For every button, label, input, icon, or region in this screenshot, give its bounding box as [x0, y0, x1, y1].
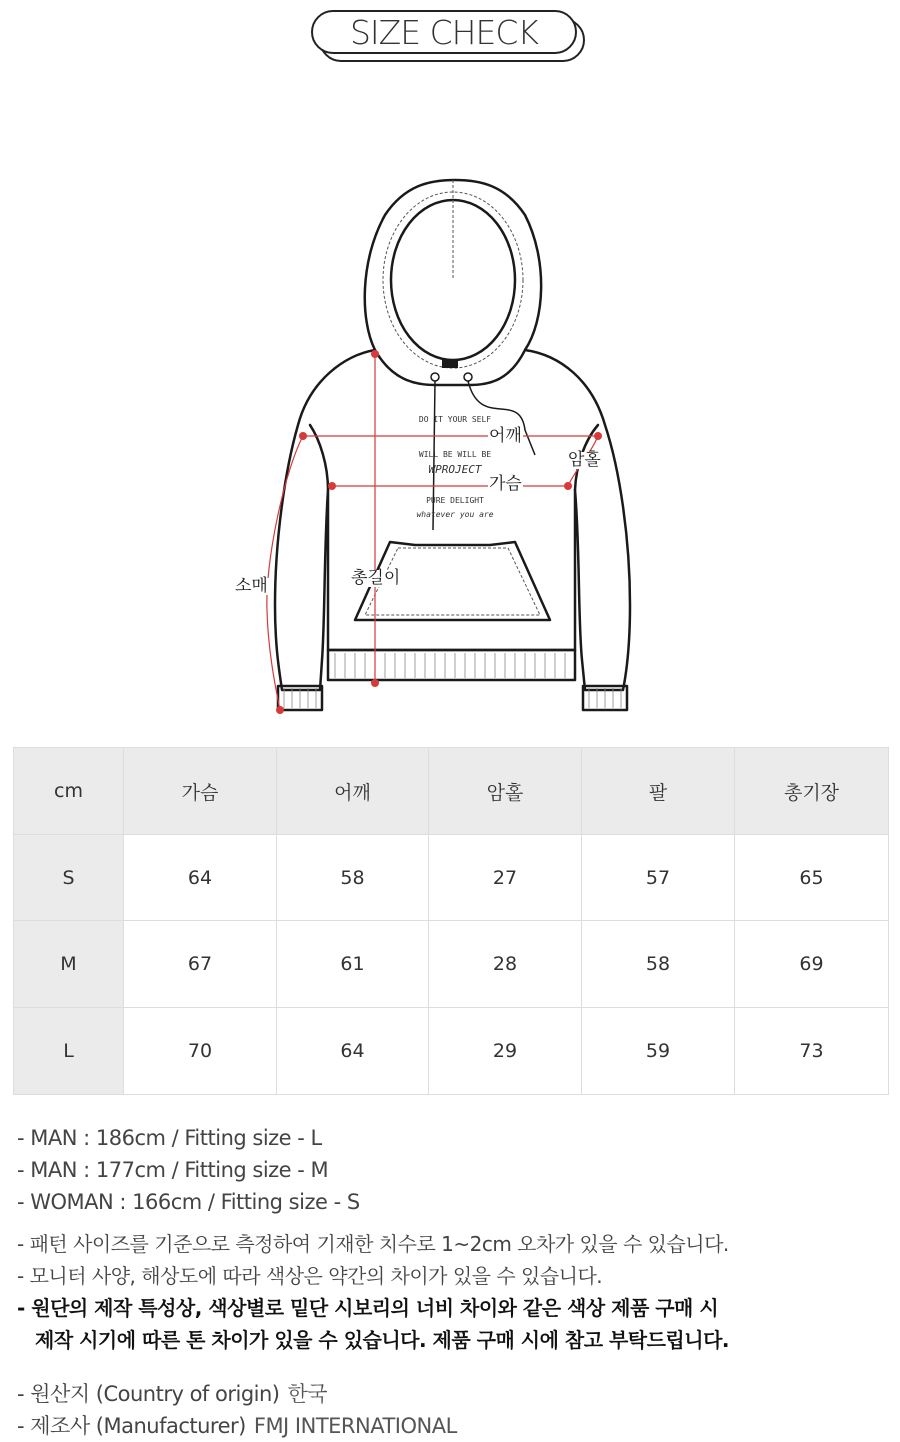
value-cell: 70 [124, 1008, 277, 1095]
notes-section [17, 1122, 877, 1442]
value-cell: 64 [124, 835, 277, 921]
origin-label: - 원산지 (Country of origin) [17, 1382, 280, 1406]
shoulder-label: 어깨 [489, 426, 522, 446]
notice-line: - 패턴 사이즈를 기준으로 측정하여 기재한 치수로 1~2cm 오차가 있을 수 있습니다. [17, 1232, 729, 1256]
manufacturer-label: - 제조사 (Manufacturer) [17, 1414, 246, 1438]
hoodie-illustration [220, 170, 660, 720]
neck-label [442, 360, 458, 368]
table-row [14, 1008, 889, 1095]
size-cell: S [14, 835, 124, 921]
table-header-row [14, 748, 889, 835]
value-cell: 65 [735, 835, 889, 921]
value-cell: 57 [582, 835, 735, 921]
origin-value: 한국 [287, 1382, 328, 1406]
hood-opening [391, 200, 515, 360]
print-line-4: PURE DELIGHT [426, 496, 484, 505]
header-arm: 팔 [582, 748, 735, 835]
size-table [13, 747, 889, 1095]
size-check-title [311, 10, 587, 64]
print-line-1: DO IT YOUR SELF [418, 415, 492, 424]
chest-label: 가슴 [489, 474, 522, 494]
sleeve-measure-line [267, 436, 303, 710]
bold-notice-line: - 원단의 제작 특성상, 색상별로 밑단 시보리의 너비 차이와 같은 색상 제품 구매 시 [17, 1296, 719, 1320]
page-title: SIZE CHECK [311, 10, 577, 54]
unit-header: cm [14, 748, 124, 835]
size-cell: M [14, 921, 124, 1008]
value-cell: 59 [582, 1008, 735, 1095]
value-cell: 27 [429, 835, 582, 921]
header-chest: 가슴 [124, 748, 277, 835]
manufacturer-line [17, 1410, 877, 1442]
print-line-3: WPROJECT [428, 463, 482, 476]
fitting-line: - WOMAN : 166cm / Fitting size - S [17, 1190, 360, 1214]
value-cell: 64 [277, 1008, 429, 1095]
origin-line [17, 1378, 877, 1410]
size-cell: L [14, 1008, 124, 1095]
table-row [14, 921, 889, 1008]
hoodie-diagram [220, 170, 660, 720]
value-cell: 58 [582, 921, 735, 1008]
header-shoulder: 어깨 [277, 748, 429, 835]
header-armhole: 암홀 [429, 748, 582, 835]
value-cell: 29 [429, 1008, 582, 1095]
measurement-lines [267, 354, 598, 710]
fitting-line: - MAN : 186cm / Fitting size - L [17, 1126, 322, 1150]
bold-notice-line: 제작 시기에 따른 톤 차이가 있을 수 있습니다. 제품 구매 시에 참고 부탁드립니다. [35, 1328, 729, 1352]
print-line-2: WILL BE WILL BE [418, 450, 492, 459]
value-cell: 67 [124, 921, 277, 1008]
value-cell: 73 [735, 1008, 889, 1095]
value-cell: 58 [277, 835, 429, 921]
fitting-line: - MAN : 177cm / Fitting size - M [17, 1158, 329, 1182]
body-outline [275, 350, 630, 690]
value-cell: 69 [735, 921, 889, 1008]
value-cell: 61 [277, 921, 429, 1008]
value-cell: 28 [429, 921, 582, 1008]
armhole-label: 암홀 [568, 450, 601, 470]
header-total-length: 총기장 [735, 748, 889, 835]
total-length-label: 총길이 [351, 568, 401, 588]
manufacturer-value: FMJ INTERNATIONAL [253, 1414, 457, 1438]
sleeve-label: 소매 [235, 576, 268, 596]
notice-line: - 모니터 사양, 해상도에 따라 색상은 약간의 차이가 있을 수 있습니다. [17, 1264, 603, 1288]
table-row [14, 835, 889, 921]
left-armhole-seam [310, 425, 328, 490]
print-line-5: whatever you are [416, 510, 494, 519]
